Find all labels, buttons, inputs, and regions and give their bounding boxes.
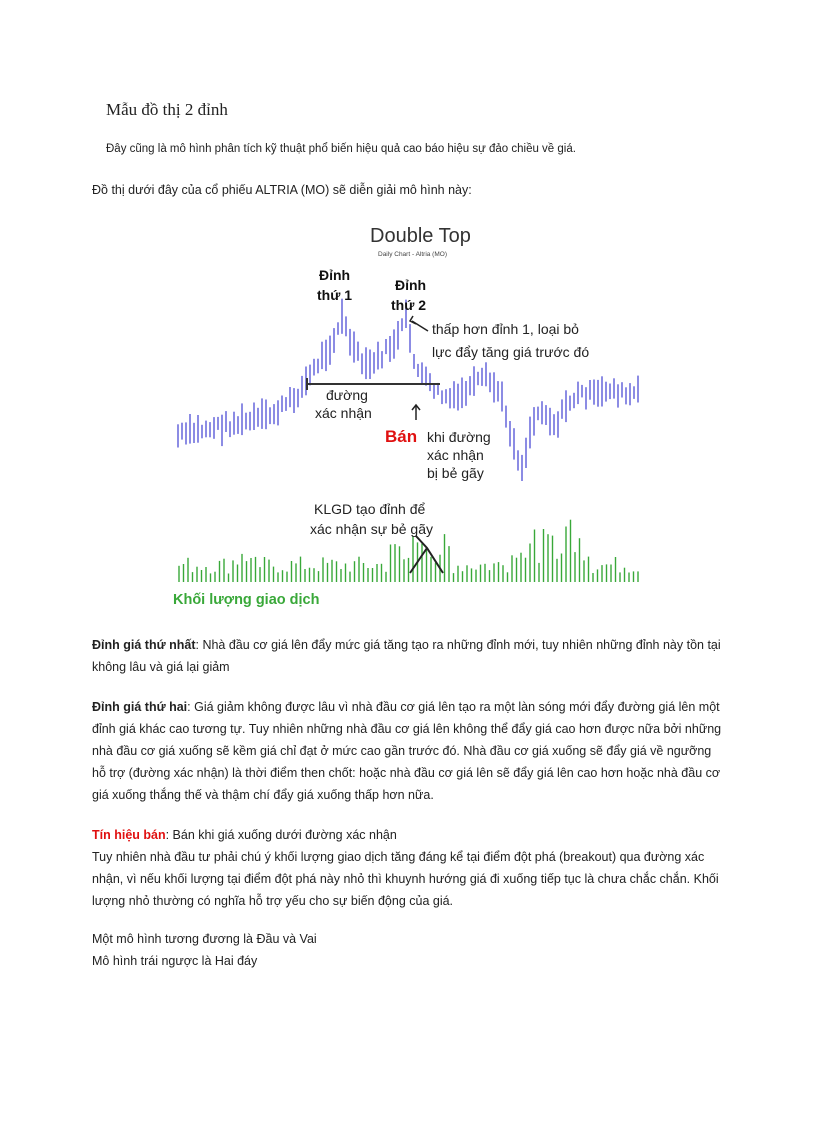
peak2-note-line2: lực đẩy tăng giá trước đó: [432, 344, 590, 360]
chart-title: Double Top: [370, 225, 471, 247]
volume-axis-label: Khối lượng giao dịch: [173, 592, 320, 608]
lead-text: Đồ thị dưới đây của cổ phiếu ALTRIA (MO) sẽ diễn giải mô hình này:: [92, 183, 472, 197]
section-second-peak: [92, 696, 722, 806]
volume-note-line1: KLGD tạo đỉnh để: [314, 501, 426, 517]
sell-label: Bán: [385, 427, 418, 446]
sell-note-line3: bị bẻ gãy: [427, 465, 484, 481]
second-peak-label: Đỉnh giá thứ hai: [92, 700, 188, 714]
sell-signal-text: : Bán khi giá xuống dưới đường xác nhận: [165, 828, 397, 842]
neckline-label-line2: xác nhận: [315, 405, 372, 421]
volume-peak-marker: [416, 536, 443, 573]
peak2-note-line1: thấp hơn đỉnh 1, loại bỏ: [432, 321, 579, 337]
sell-note-line1: khi đường: [427, 429, 491, 445]
sell-signal-body: Tuy nhiên nhà đầu tư phải chú ý khối lượng giao dịch tăng đáng kể tại điểm đột phá (breakout) qua đường xác nhận, vì nếu khối lượng tại điểm đột phá này nhỏ thì khuynh hướng giá đi xuống tiếp tục là chưa chắc chắn. Khối lượng nhỏ thường có nghĩa hỗ trợ yếu cho sự biến động của giá.: [92, 850, 719, 908]
related-pattern: Một mô hình tương đương là Đầu và Vai: [92, 932, 317, 946]
first-peak-label: Đỉnh giá thứ nhất: [92, 638, 196, 652]
sell-note-line2: xác nhận: [427, 447, 484, 463]
neckline-label-line1: đường: [326, 387, 368, 403]
second-peak-text: : Giá giảm không được lâu vì nhà đầu cơ giá lên tạo ra một làn sóng mới đẩy đường giá lên một đỉnh giá khác cao tương tự. Tuy nhiên những nhà đầu cơ giá lên không thể đẩy giá cao hơn được nữa bởi những nhà đầu cơ giá xuống sẽ kềm giá chỉ đạt ở mức cao gần trước đó. Nhà đầu cơ giá xuống sẽ đẩy giá về ngưỡng hỗ trợ (đường xác nhận) là thời điểm then chốt: hoặc nhà đầu cơ giá lên sẽ đẩy giá lên cao hơn hoặc nhà đầu cơ giá xuống thắng thế và thậm chí đẩy giá xuống thấp hơn nữa.: [92, 700, 722, 802]
section-related: [92, 928, 722, 972]
page-title: Mẫu đồ thị 2 đỉnh: [106, 100, 228, 119]
peak1-label-line2: thứ 1: [317, 287, 353, 303]
section-sell-signal: [92, 824, 722, 912]
first-peak-text: : Nhà đầu cơ giá lên đẩy mức giá tăng tạo ra những đỉnh mới, tuy nhiên những đỉnh này tồn tại không lâu và giá lại giảm: [92, 638, 721, 674]
opposite-pattern: Mô hình trái ngược là Hai đáy: [92, 954, 258, 968]
peak1-label-line1: Đỉnh: [319, 267, 351, 283]
peak2-label-line2: thứ 2: [391, 297, 427, 313]
peak2-arrow-head: [410, 316, 416, 324]
chart-subtitle: Daily Chart - Altria (MO): [378, 251, 447, 258]
intro-text: Đây cũng là mô hình phân tích kỹ thuật phổ biến hiệu quả cao báo hiệu sự đảo chiều về giá.: [106, 143, 576, 155]
sell-signal-label: Tín hiệu bán: [92, 828, 166, 842]
section-first-peak: [92, 634, 722, 678]
volume-note-line2: xác nhận sự bẻ gãy: [310, 521, 434, 537]
peak2-label-line1: Đỉnh: [395, 277, 427, 293]
double-top-chart: [170, 218, 650, 610]
double-top-figure: [170, 218, 650, 610]
